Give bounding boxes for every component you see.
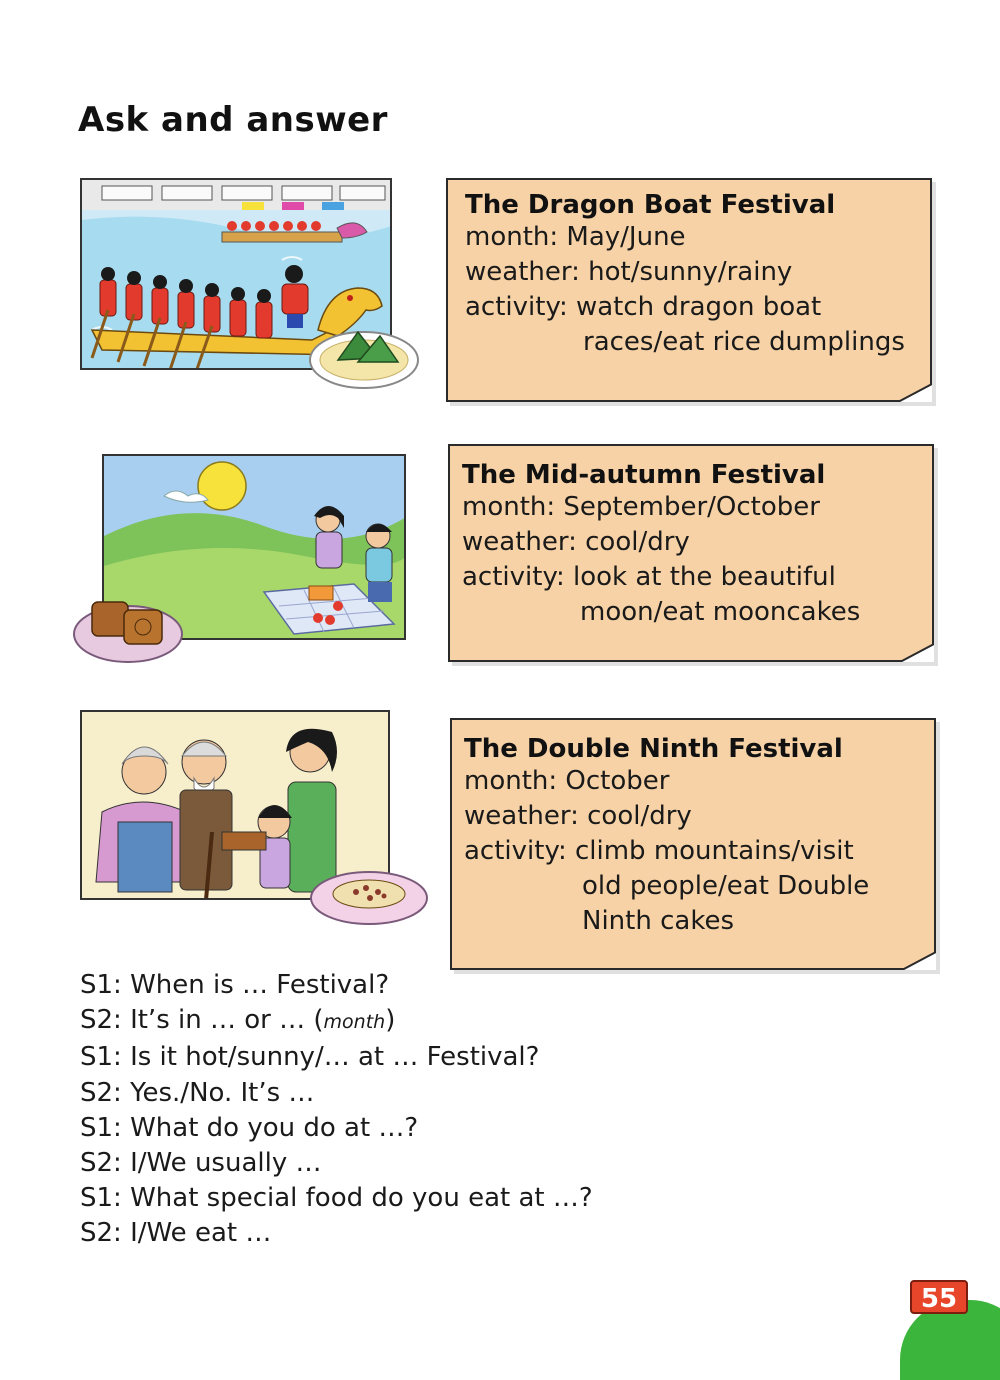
dialog-line: S1: What do you do at …? [80, 1112, 419, 1143]
festival-card-dragon-boat [446, 178, 932, 402]
festival-title: The Mid-autumn Festival [462, 460, 826, 490]
dialog-line: S1: Is it hot/sunny/… at … Festival? [80, 1042, 540, 1073]
dialog-line: S1: What special food do you eat at …? [80, 1183, 593, 1214]
month-row: month: September/October [462, 492, 820, 522]
page-curl-icon [902, 952, 936, 970]
festival-card-double-ninth [450, 718, 936, 970]
dragon-boat-illustration [80, 178, 420, 390]
activity-row-continued: Ninth cakes [582, 906, 734, 936]
double-ninth-illustration [80, 710, 430, 928]
dialog-line: S2: I/We usually … [80, 1148, 322, 1179]
activity-row-continued: races/eat rice dumplings [583, 327, 905, 357]
month-row: month: May/June [465, 222, 686, 252]
dialog-block [80, 968, 593, 1252]
page-number: 55 [910, 1280, 968, 1314]
mid-autumn-illustration [72, 454, 406, 664]
dialog-hint: month [323, 1011, 386, 1034]
activity-row-continued: old people/eat Double [582, 871, 870, 901]
activity-row: activity: watch dragon boat [465, 292, 822, 322]
weather-row: weather: hot/sunny/rainy [465, 257, 793, 287]
activity-row: activity: climb mountains/visit [464, 836, 854, 866]
dialog-line: S2: I/We eat … [80, 1218, 272, 1249]
festival-card-mid-autumn [448, 444, 934, 662]
dialog-line: S1: When is … Festival? [80, 970, 390, 1000]
page-title: Ask and answer [78, 100, 388, 140]
dialog-line: S2: It’s in … or … (month) [80, 1005, 396, 1036]
dialog-line: S2: Yes./No. It’s … [80, 1077, 315, 1108]
festival-title: The Double Ninth Festival [464, 734, 843, 764]
activity-row-continued: moon/eat mooncakes [580, 597, 861, 627]
page-curl-icon [898, 384, 932, 402]
weather-row: weather: cool/dry [464, 801, 692, 831]
activity-row: activity: look at the beautiful [462, 562, 836, 592]
festival-title: The Dragon Boat Festival [465, 190, 836, 220]
page-curl-icon [900, 644, 934, 662]
weather-row: weather: cool/dry [462, 527, 690, 557]
month-row: month: October [464, 766, 670, 796]
